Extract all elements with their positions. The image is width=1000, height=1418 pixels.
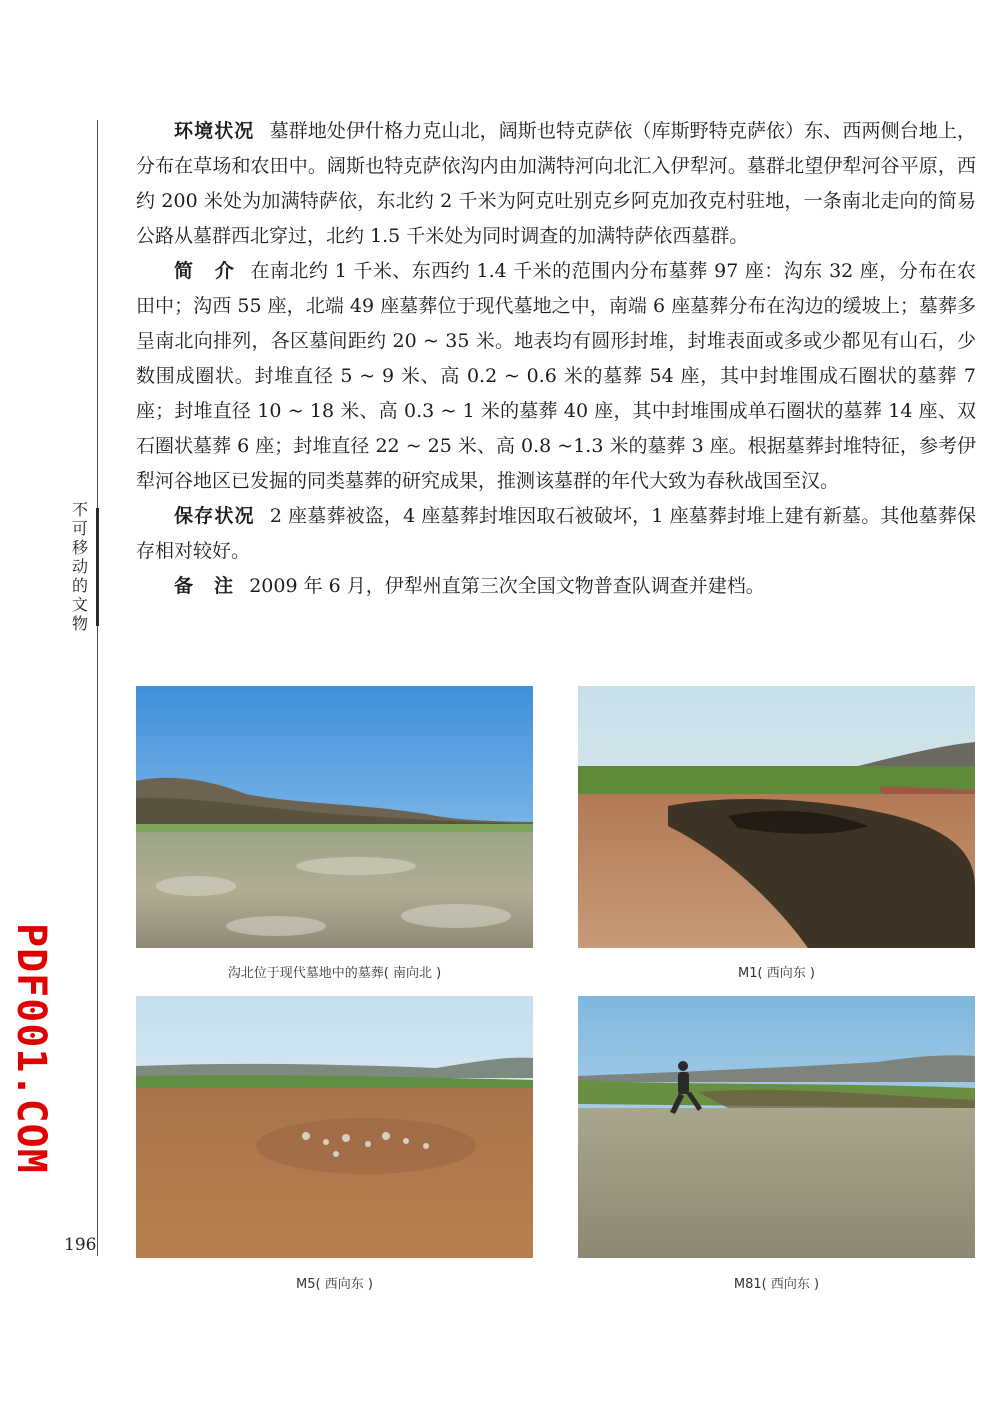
page-number: 196 [64, 1235, 97, 1255]
photo-tomb-modern-cemetery [136, 686, 533, 948]
margin-rule-marker [96, 508, 99, 626]
paragraph-label: 保存状况 [174, 505, 255, 527]
photo-m1 [578, 686, 975, 948]
side-label-char: 可 [71, 519, 88, 538]
photo-caption: M1( 西向东 ) [738, 966, 815, 981]
paragraph-introduction [136, 254, 976, 499]
section-side-label [70, 500, 90, 633]
side-label-char: 动 [71, 557, 88, 576]
watermark: PDF001.COM [8, 923, 54, 1174]
paragraph-text: 2 座墓葬被盗，4 座墓葬封堆因取石被破坏，1 座墓葬封堆上建有新墓。其他墓葬保存相对较好。 [136, 505, 976, 562]
paragraph-environment [136, 114, 976, 254]
side-label-char: 文 [71, 595, 88, 614]
photo-caption: M5( 西向东 ) [296, 1277, 373, 1292]
photo-caption: 沟北位于现代墓地中的墓葬( 南向北 ) [227, 966, 442, 981]
photo-caption: M81( 西向东 ) [733, 1277, 820, 1292]
side-label-char: 的 [71, 576, 88, 595]
photo-m5 [136, 996, 533, 1258]
paragraph-label: 简 介 [174, 260, 236, 282]
photo-m81 [578, 996, 975, 1258]
paragraph-label: 环境状况 [174, 120, 255, 142]
margin-rule [97, 120, 98, 1256]
paragraph-label: 备 注 [174, 575, 235, 597]
side-label-char: 不 [71, 500, 88, 519]
paragraph-remarks [136, 569, 976, 604]
paragraph-text: 在南北约 1 千米、东西约 1.4 千米的范围内分布墓葬 97 座：沟东 32 座，分布在农田中；沟西 55 座，北端 49 座墓葬位于现代墓地之中，南端 6 座墓葬分布在沟边的缓坡上；墓葬多呈南北向排列，各区墓间距约 20 ~ 35 米。地表均有圆形封堆，封堆表面或多或少都见有山石，少数围成圈状。封堆直径 5 ~ 9 米、高 0.2 ~ 0.6 米的墓葬 54 座，其中封堆围成石圈状的墓葬 7 座；封堆直径 10 ~ 18 米、高 0.3 ~ 1 米的墓葬 40 座，其中封堆围成单石圈状的墓葬 14 座、双石圈状墓葬 6 座；封堆直径 22 ~ 25 米、高 0.8 ~1.3 米的墓葬 3 座。根据墓葬封堆特征，参考伊犁河谷地区已发掘的同类墓葬的研究成果，推测该墓群的年代大致为春秋战国至汉。 [136, 260, 976, 492]
paragraph-text: 2009 年 6 月，伊犁州直第三次全国文物普查队调查并建档。 [249, 575, 765, 597]
paragraph-preservation [136, 499, 976, 569]
side-label-char: 移 [71, 538, 88, 557]
side-label-char: 物 [71, 614, 88, 633]
body-text [136, 114, 976, 604]
paragraph-text: 墓群地处伊什格力克山北，阔斯也特克萨依（库斯野特克萨依）东、西两侧台地上，分布在草场和农田中。阔斯也特克萨依沟内由加满特河向北汇入伊犁河。墓群北望伊犁河谷平原，西约 200 米处为加满特萨依，东北约 2 千米为阿克吐别克乡阿克加孜克村驻地，一条南北走向的简易公路从墓群西北穿过，北约 1.5 千米处为同时调查的加满特萨依西墓群。 [136, 120, 976, 247]
